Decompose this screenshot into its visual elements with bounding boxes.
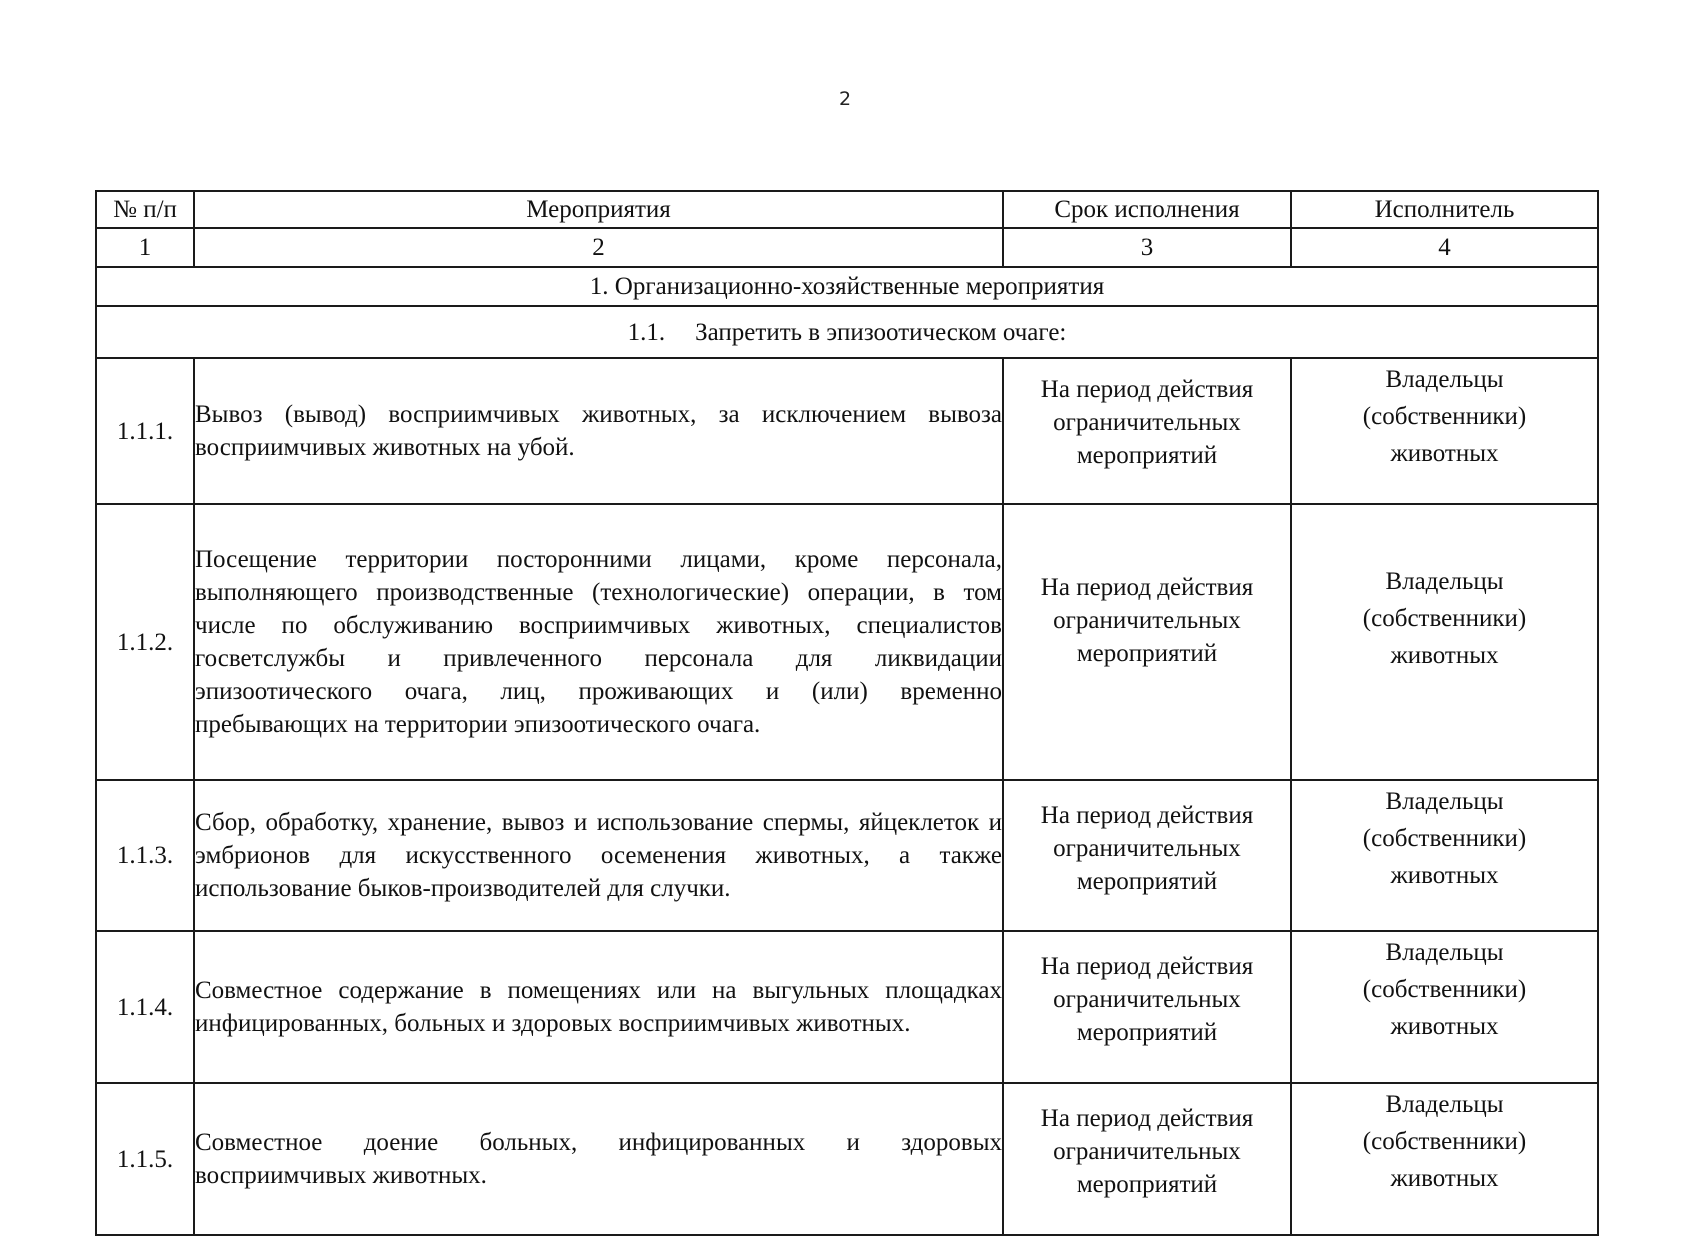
row-executor [1291, 358, 1598, 504]
row-term [1003, 931, 1291, 1083]
section-title: 1. Организационно-хозяйственные мероприятия [96, 267, 1598, 306]
header-number: № п/п [96, 191, 194, 228]
header-term: Срок исполнения [1003, 191, 1291, 228]
table-row [96, 780, 1598, 931]
executor-line: (собственники) [1362, 825, 1527, 852]
executor-line: животных [1390, 641, 1499, 669]
term-line: На период действия [1040, 376, 1254, 403]
table-row [96, 1083, 1598, 1235]
row-executor [1291, 931, 1598, 1083]
executor-line: животных [1390, 1013, 1499, 1040]
row-number: 1.1.3. [96, 780, 194, 931]
executor-line: Владельцы [1385, 1091, 1504, 1118]
executor-line: животных [1390, 1165, 1499, 1192]
executor-line: (собственники) [1362, 403, 1527, 430]
term-line: мероприятий [1076, 1019, 1218, 1046]
column-number-3: 3 [1003, 228, 1291, 267]
executor-line: Владельцы [1385, 788, 1504, 815]
executor-line: животных [1390, 440, 1499, 467]
term-line: мероприятий [1076, 868, 1218, 895]
term-line: ограничительных [1053, 986, 1241, 1013]
executor-line: Владельцы [1385, 939, 1504, 966]
row-measure-text: Посещение территории посторонними лицами, кроме персонала, выполняющего производственные (технологические) операции, в том числе по обслуживанию восприимчивых животных, специалистов госветслужбы и привлеченного персонала для ликвидации эпизоотического очага, лиц, проживающих и (или) временно пребывающих на территории эпизоотического очага. [194, 504, 1003, 780]
row-term [1003, 780, 1291, 931]
row-term [1003, 504, 1291, 780]
row-executor [1291, 1083, 1598, 1235]
row-number: 1.1.5. [96, 1083, 194, 1235]
column-number-4: 4 [1291, 228, 1598, 267]
row-term [1003, 358, 1291, 504]
column-number-1: 1 [96, 228, 194, 267]
term-line: ограничительных [1053, 606, 1241, 634]
subsection-title: Запретить в эпизоотическом очаге: [695, 318, 1067, 346]
row-measure-text: Совместное содержание в помещениях или на выгульных площадках инфицированных, больных и здоровых восприимчивых животных. [194, 931, 1003, 1083]
term-line: ограничительных [1053, 1138, 1241, 1165]
term-line: На период действия [1040, 1105, 1254, 1132]
row-number: 1.1.4. [96, 931, 194, 1083]
executor-line: Владельцы [1385, 366, 1504, 393]
column-number-2: 2 [194, 228, 1003, 267]
row-measure-text: Вывоз (вывод) восприимчивых животных, за исключением вывоза восприимчивых животных на убой. [194, 358, 1003, 504]
row-measure-text: Совместное доение больных, инфицированных и здоровых восприимчивых животных. [194, 1083, 1003, 1235]
row-measure-text: Сбор, обработку, хранение, вывоз и использование спермы, яйцеклеток и эмбрионов для искусственного осеменения животных, а также использование быков-производителей для случки. [194, 780, 1003, 931]
measures-table [95, 190, 1599, 1236]
term-line: На период действия [1040, 573, 1254, 601]
page-number: 2 [838, 88, 852, 110]
term-line: мероприятий [1076, 442, 1218, 469]
term-line: ограничительных [1053, 835, 1241, 862]
row-number: 1.1.2. [96, 504, 194, 780]
row-term [1003, 1083, 1291, 1235]
executor-line: (собственники) [1362, 604, 1527, 632]
subsection-number: 1.1. [627, 318, 666, 346]
table-row [96, 504, 1598, 780]
term-line: мероприятий [1076, 639, 1218, 667]
executor-line: (собственники) [1362, 1128, 1527, 1155]
term-line: ограничительных [1053, 409, 1241, 436]
table-header-row [96, 191, 1598, 228]
header-executor: Исполнитель [1291, 191, 1598, 228]
column-numbers-row [96, 228, 1598, 267]
term-line: На период действия [1040, 953, 1254, 980]
term-line: На период действия [1040, 802, 1254, 829]
table-row [96, 931, 1598, 1083]
executor-line: (собственники) [1362, 976, 1527, 1003]
section-row [96, 267, 1598, 306]
executor-line: животных [1390, 862, 1499, 889]
table-row [96, 358, 1598, 504]
executor-line: Владельцы [1385, 567, 1504, 595]
row-executor [1291, 504, 1598, 780]
header-measures: Мероприятия [194, 191, 1003, 228]
term-line: мероприятий [1076, 1171, 1218, 1198]
row-executor [1291, 780, 1598, 931]
row-number: 1.1.1. [96, 358, 194, 504]
subsection-cell [96, 306, 1598, 358]
subsection-row [96, 306, 1598, 358]
